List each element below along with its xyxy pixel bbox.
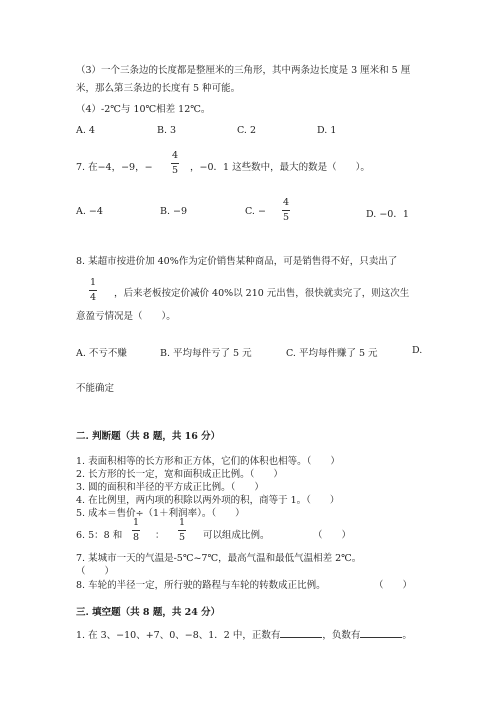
q8-option-d-continued: 不能确定 xyxy=(76,383,115,394)
fraction-bar xyxy=(171,163,179,164)
section2-title: 二. 判断题（共 8 题，共 16 分） xyxy=(76,431,221,442)
q7-option-a: A. −4 xyxy=(76,206,103,217)
q6-option-b: B. 3 xyxy=(157,125,177,136)
judge-item-7-line2: （ ） xyxy=(76,566,115,577)
judge-item-5: 5. 成本＝售价÷（1＋利润率）。（ ） xyxy=(76,508,245,519)
judge-item-4: 4. 在比例里，两内项的积除以两外项的积，商等于 1。（ ） xyxy=(76,495,340,506)
q3-line1: （3）一个三条边的长度都是整厘米的三角形，其中两条边长度是 3 厘米和 5 厘 xyxy=(76,65,411,76)
fill-item-1-mid: ，负数有 xyxy=(322,630,361,641)
judge-item-6-f1-num: 1 xyxy=(132,517,140,528)
judge-item-8: 8. 车轮的半径一定，所行驶的路程与车轮的转数成正比例。 xyxy=(76,580,326,591)
fill-item-1 xyxy=(76,627,412,641)
q8-line3: 意盈亏情况是（ ）。 xyxy=(76,311,176,322)
judge-item-6-sep: ： xyxy=(155,530,165,541)
q8-option-c: C. 平均每件赚了 5 元 xyxy=(286,348,378,359)
judge-item-6-fraction-1 xyxy=(132,518,140,542)
q7-fraction-den: 5 xyxy=(171,164,179,176)
fraction-bar xyxy=(89,290,97,291)
fill-item-1-end: 。 xyxy=(402,630,412,641)
q4-line: （4）-2℃与 10℃相差 12℃。 xyxy=(76,104,211,115)
q8-fraction xyxy=(89,278,97,302)
q8-fraction-den: 4 xyxy=(89,291,97,303)
fill-item-1-prefix: 1. 在 3、−10、+7、0、−8、1．2 中，正数有 xyxy=(76,630,281,641)
q7-option-c-fraction xyxy=(282,198,290,222)
q7-option-b: B. −9 xyxy=(160,206,188,217)
q8-line1: 8. 某超市按进价加 40%作为定价销售某种商品，可是销售得不好，只卖出了 xyxy=(76,256,398,267)
judge-item-6-f1-den: 8 xyxy=(132,531,140,543)
fill-blank-positive[interactable] xyxy=(280,637,322,638)
section3-title: 三. 填空题（共 8 题，共 24 分） xyxy=(76,607,221,618)
q7-option-c-den: 5 xyxy=(282,211,290,223)
q7-fraction-num: 4 xyxy=(171,150,179,161)
judge-item-6-f2-num: 1 xyxy=(178,517,186,528)
q8-option-d: D. xyxy=(412,345,423,356)
judge-item-7-line1: 7. 某城市一天的气温是-5℃~7℃，最高气温和最低气温相差 2℃。 xyxy=(76,553,362,564)
q8-line2: ，后来老板按定价减价 40%以 210 元出售，很快就卖完了，则这次生 xyxy=(114,288,410,299)
q7-prefix: 7. 在−4，−9，− xyxy=(76,162,153,173)
fraction-bar xyxy=(282,210,290,211)
q6-option-a: A. 4 xyxy=(76,125,95,136)
q6-option-d: D. 1 xyxy=(317,125,337,136)
q7-option-c-prefix: C. − xyxy=(245,206,266,217)
fraction-bar xyxy=(132,530,140,531)
q7-fraction xyxy=(171,151,179,175)
q7-option-d: D. −0．1 xyxy=(366,209,409,220)
judge-item-1: 1. 表面积相等的长方形和正方体，它们的体积也相等。（ ） xyxy=(76,456,340,467)
q7-option-c-num: 4 xyxy=(282,197,290,208)
q8-option-b: B. 平均每件亏了 5 元 xyxy=(160,348,252,359)
judge-item-6-fraction-2 xyxy=(178,518,186,542)
judge-item-3: 3. 圆的面积和半径的平方成正比例。（ ） xyxy=(76,482,264,493)
q3-line2: 米，那么第三条边的长度有 5 种可能。 xyxy=(76,83,241,94)
judge-item-6-prefix: 6. 5：8 和 xyxy=(76,530,123,541)
q8-option-a: A. 不亏不赚 xyxy=(76,348,127,359)
q6-option-c: C. 2 xyxy=(237,125,257,136)
judge-item-8-paren: （ ） xyxy=(374,580,413,591)
judge-item-6-suffix: 可以组成比例。 xyxy=(203,530,270,541)
judge-item-2: 2. 长方形的长一定，宽和面积成正比例。（ ） xyxy=(76,469,283,480)
q7-suffix: ，−0．1 这些数中，最大的数是（ ）。 xyxy=(190,162,370,173)
fraction-bar xyxy=(178,530,186,531)
fill-blank-negative[interactable] xyxy=(360,637,402,638)
q8-fraction-num: 1 xyxy=(89,277,97,288)
judge-item-6-paren: （ ） xyxy=(313,530,352,541)
judge-item-6-f2-den: 5 xyxy=(178,531,186,543)
